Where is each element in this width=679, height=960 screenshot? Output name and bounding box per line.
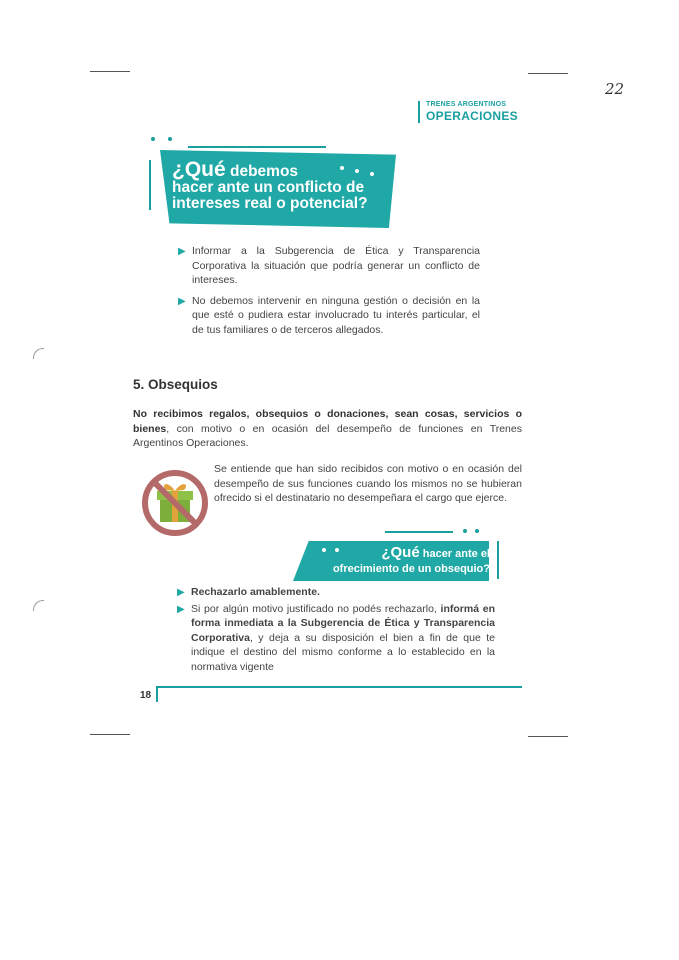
- footer-line: [156, 686, 522, 688]
- decor-bar: [149, 160, 151, 210]
- bullet-text: Si por algún motivo justificado no podés rechazarlo,: [191, 602, 441, 615]
- decor-dot: [475, 529, 479, 533]
- margin-mark: [33, 348, 44, 359]
- no-gifts-icon: [140, 468, 210, 538]
- bullet-arrow-icon: ▶: [178, 295, 186, 307]
- bullet-text: , y deja a su disposición el bien a fin de que te indique el destino del mismo conforme a lo establecido en la normativa vigente: [191, 631, 495, 673]
- bullet-arrow-icon: ▶: [178, 246, 186, 257]
- banner-line: hacer ante un conflicto de: [172, 179, 365, 196]
- banner-gift-text: [320, 545, 490, 577]
- banner-word: debemos: [229, 163, 299, 180]
- banner-word: hacer ante el: [422, 548, 490, 560]
- conflict-bullet-list: [178, 244, 480, 337]
- banner-q: ¿Qué: [381, 544, 420, 561]
- brand-top: TRENES ARGENTINOS: [426, 101, 507, 108]
- decor-line: [385, 531, 453, 533]
- footer-bar: [156, 686, 158, 702]
- crop-mark: [90, 734, 130, 735]
- list-item: [178, 244, 480, 288]
- list-item: [178, 294, 480, 338]
- crop-mark: [528, 736, 568, 737]
- bullet-text-bold: informá en forma inmediata a la Subgerencia de Ética y Transparencia Corporativa: [191, 602, 495, 644]
- decor-dot: [168, 137, 172, 141]
- brand-logo: [418, 101, 518, 123]
- crop-mark: [90, 71, 130, 72]
- list-item: [177, 602, 495, 675]
- banner-line: intereses real o potencial?: [172, 195, 368, 212]
- handwritten-page-number: 22: [605, 80, 625, 98]
- intro-paragraph: [133, 407, 522, 451]
- gift-paragraph: Se entiende que han sido recibidos con motivo o en ocasión del desempeño de sus funciones cuando los mismos no se hubieran ofrecido si el destinatario no desempeñara el cargo que ejerce.: [214, 463, 522, 504]
- intro-bold: No recibimos regalos, obsequios o donaciones, sean cosas, servicios o bienes: [133, 408, 522, 435]
- bullet-text: Informar a la Subgerencia de Ética y Transparencia Corporativa la situación que podría generar un conflicto de intereses.: [192, 245, 480, 286]
- banner-conflict-text: [172, 158, 402, 212]
- page-number: 18: [140, 690, 152, 701]
- bullet-text: No debemos intervenir en ninguna gestión o decisión en la que esté o pudiera estar involucrado tu interés particular, el de tus familiares o de terceros allegados.: [192, 294, 480, 336]
- margin-mark: [33, 600, 44, 611]
- bullet-arrow-icon: ▶: [177, 587, 185, 598]
- bullet-text: Rechazarlo amablemente.: [191, 586, 320, 598]
- brand-bottom: OPERACIONES: [426, 109, 518, 123]
- decor-dot: [151, 137, 155, 141]
- banner-q: ¿Qué: [172, 158, 226, 181]
- list-item: [177, 585, 495, 600]
- banner-line: ofrecimiento de un obsequio?: [332, 563, 490, 575]
- decor-bar: [497, 541, 499, 579]
- decor-line: [188, 146, 326, 148]
- crop-mark: [528, 73, 568, 74]
- bullet-arrow-icon: ▶: [177, 603, 185, 615]
- gift-bullet-list: [177, 585, 495, 674]
- intro-rest: , con motivo o en ocasión del desempeño de funciones en Trenes Argentinos Operaciones.: [133, 422, 522, 449]
- decor-dot: [463, 529, 467, 533]
- section-title: 5. Obsequios: [133, 377, 218, 392]
